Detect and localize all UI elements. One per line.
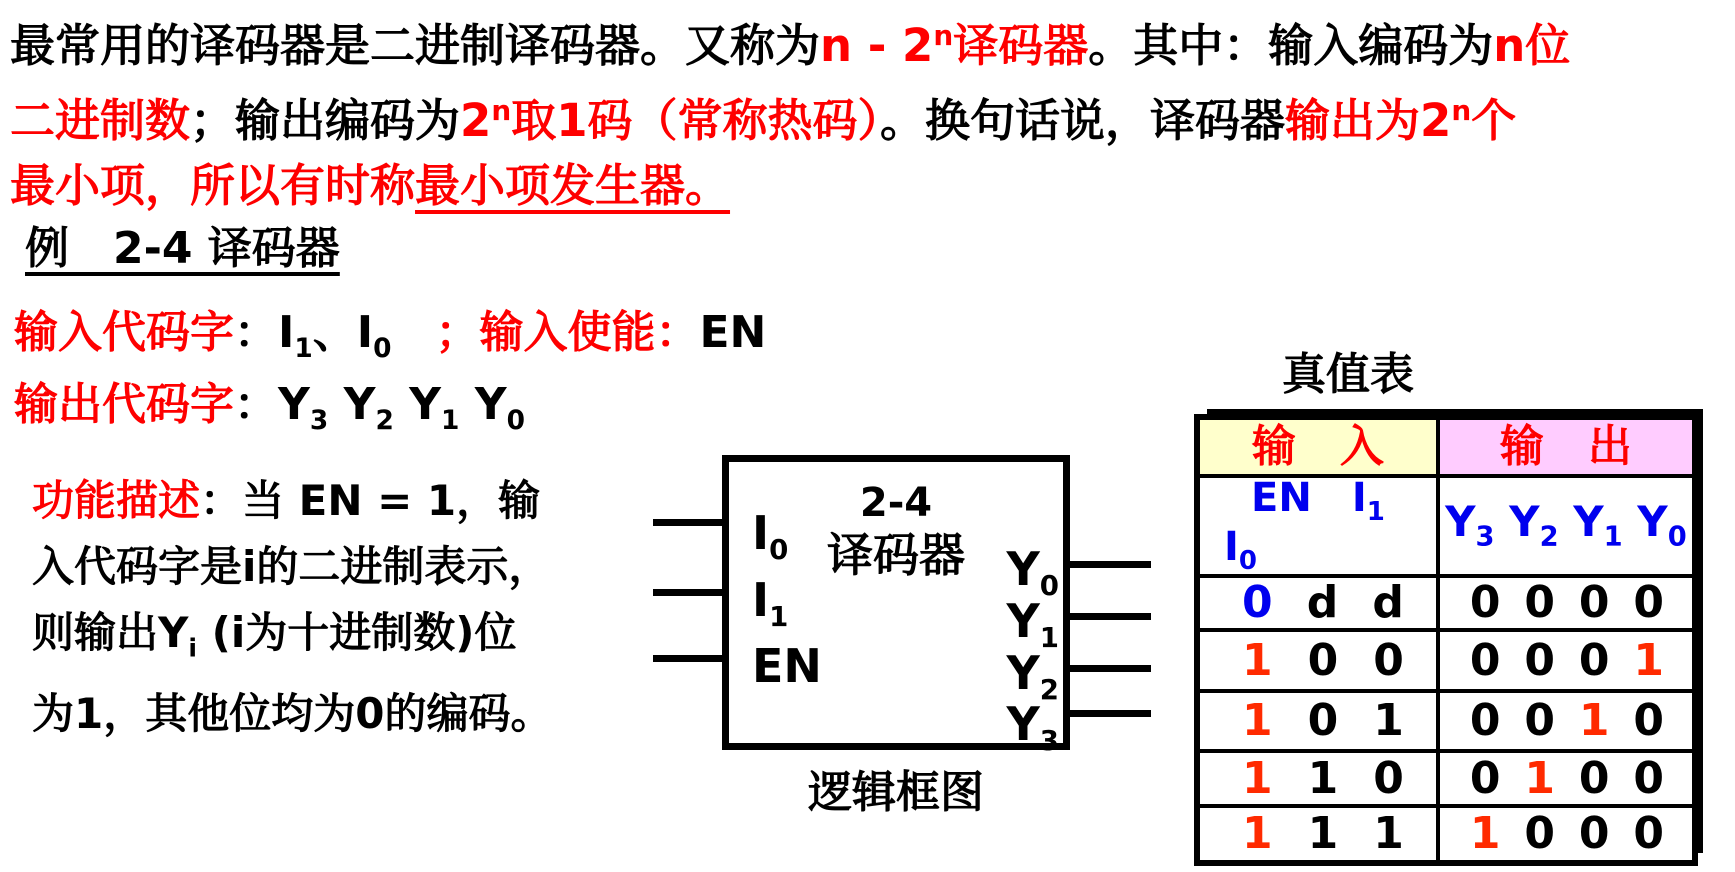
text-segment: ；输出编码为 — [190, 94, 461, 147]
text-segment: 输入使能 — [479, 307, 656, 358]
truth-values — [1200, 808, 1436, 860]
text-segment: 最常用的译码器是二进制译码器。又称为 — [10, 19, 821, 72]
truth-value: 1 — [1242, 634, 1273, 686]
truth-value: 0 — [1524, 808, 1555, 859]
text-segment: 输入代码字 — [14, 307, 234, 358]
decoder-title-line2: 译码器 — [827, 528, 965, 582]
text-segment: n — [491, 94, 512, 127]
text-segment: 例 2-4 译码器 — [25, 223, 340, 274]
truth-table-header-row — [1197, 417, 1695, 476]
text-segment: n - 2 — [820, 19, 934, 72]
truth-table-row — [1197, 576, 1695, 630]
truth-value: 0 — [1469, 634, 1501, 686]
truth-value: 0 — [1469, 752, 1501, 804]
text-segment: I — [356, 307, 374, 358]
input-label-i0: $I_0$ — [752, 506, 789, 567]
text-segment: 。换句话说，译码器 — [880, 94, 1286, 147]
output-signals-cell — [1438, 476, 1695, 576]
text-segment: I — [1224, 524, 1239, 570]
truth-value: 0 — [1373, 752, 1404, 804]
truth-value: 0 — [1633, 695, 1664, 746]
truth-value: 0 — [1373, 634, 1404, 686]
decoder-block — [722, 455, 1070, 758]
output-wire-y2 — [1063, 665, 1151, 672]
text-segment: Y — [1445, 497, 1476, 547]
truth-value: 1 — [1373, 808, 1404, 859]
text-segment: 最小项发生器。 — [415, 159, 731, 212]
text-segment: EN — [1251, 475, 1312, 521]
truth-table — [1194, 414, 1698, 866]
text-segment: ： — [234, 379, 278, 430]
input-wire-en — [653, 655, 723, 662]
text-segment: 1 — [1366, 497, 1385, 527]
truth-values — [1200, 753, 1436, 804]
truth-value: 1 — [1242, 808, 1273, 859]
text-segment — [1312, 475, 1352, 521]
input-signals-line2 — [1200, 524, 1436, 576]
text-segment: 0 — [1667, 521, 1687, 553]
text-segment: 2 — [1539, 521, 1559, 553]
truth-values — [1200, 632, 1436, 689]
truth-value: d — [1372, 577, 1404, 628]
input-header-cell: 输 入 — [1197, 417, 1438, 476]
truth-table-cell-in — [1197, 751, 1438, 806]
truth-value: 0 — [1633, 808, 1664, 859]
text-segment: I — [278, 307, 295, 358]
decoder-title-line1: 2-4 — [859, 480, 933, 526]
text-segment: I — [1351, 475, 1367, 521]
text-segment: n — [933, 19, 954, 52]
input-wire-i1 — [653, 589, 723, 596]
truth-table-signal-row — [1197, 476, 1695, 576]
text-segment: 0 — [1238, 546, 1257, 576]
description-line-3 — [32, 600, 552, 681]
intro-line-2 — [10, 78, 1570, 153]
input-label-en: EN — [752, 639, 822, 693]
text-segment: n位 — [1493, 19, 1571, 72]
truth-value: 0 — [1524, 577, 1555, 628]
truth-value: 1 — [1242, 752, 1273, 804]
output-label-y3: $Y_3$ — [1006, 697, 1059, 758]
truth-value: 1 — [1373, 695, 1404, 746]
truth-value: 1 — [1633, 634, 1664, 686]
truth-table-cell-in — [1197, 691, 1438, 751]
text-segment: 。其中：输入编码为 — [1088, 19, 1494, 72]
text-segment: 1 — [441, 404, 460, 436]
truth-value: 0 — [1307, 634, 1339, 686]
truth-table-row — [1197, 806, 1695, 863]
output-wire-y3 — [1063, 710, 1151, 717]
output-label-y1: $Y_1$ — [1006, 594, 1059, 655]
truth-values — [1440, 578, 1692, 628]
truth-values — [1440, 632, 1692, 689]
truth-value: 0 — [1578, 634, 1610, 686]
intro-line-3 — [10, 153, 1570, 218]
truth-table-cell-in — [1197, 806, 1438, 863]
truth-value: 1 — [1307, 808, 1339, 859]
text-segment: i — [188, 633, 198, 663]
truth-value: 1 — [1242, 695, 1273, 746]
output-label-y0: $Y_0$ — [1006, 542, 1059, 603]
truth-table-row — [1197, 751, 1695, 806]
input-wire-i0 — [653, 519, 723, 526]
text-segment: 3 — [1475, 521, 1495, 553]
truth-table-cell-in — [1197, 576, 1438, 630]
truth-value: 0 — [1633, 752, 1664, 804]
output-codeword-line — [14, 368, 525, 436]
truth-table-cell-in — [1197, 630, 1438, 691]
truth-value: 0 — [1469, 577, 1501, 628]
truth-value: 0 — [1578, 752, 1610, 804]
truth-value: 1 — [1469, 808, 1501, 859]
text-segment: 0 — [506, 404, 525, 436]
truth-value: 0 — [1524, 634, 1555, 686]
text-segment: 入代码字是i的二进制表示， — [32, 542, 551, 591]
diagram-caption: 逻辑框图 — [808, 767, 984, 818]
text-segment: 最小项，所以有时称 — [10, 159, 416, 212]
truth-value: 0 — [1307, 695, 1339, 746]
text-segment: n — [1451, 94, 1472, 127]
truth-value: 0 — [1469, 695, 1501, 746]
text-segment: ； — [391, 307, 480, 358]
description-line-4 — [32, 681, 552, 747]
truth-table-cell-out — [1438, 751, 1695, 806]
truth-table-body — [1197, 576, 1695, 863]
truth-table-cell-out — [1438, 576, 1695, 630]
input-label-i1: $I_1$ — [752, 573, 789, 634]
text-segment: 取1码（常称热码） — [511, 94, 881, 147]
text-segment: 译码器 — [953, 19, 1089, 72]
input-codeword-line — [14, 296, 766, 364]
truth-value: 0 — [1633, 577, 1664, 628]
truth-values — [1440, 753, 1692, 804]
text-segment: 个 — [1471, 94, 1517, 147]
output-header-cell: 输 出 — [1438, 417, 1695, 476]
description-line-1 — [32, 468, 552, 534]
text-segment: 2 — [460, 94, 492, 147]
truth-values — [1440, 693, 1692, 749]
text-segment: 0 — [373, 332, 392, 364]
text-segment: Y — [1622, 497, 1668, 547]
truth-value: 0 — [1242, 577, 1273, 628]
text-segment: 则输出Y — [32, 608, 189, 657]
description-line-2 — [32, 534, 552, 600]
text-segment: ： — [655, 307, 700, 358]
truth-table-cell-out — [1438, 691, 1695, 751]
output-label-y2: $Y_2$ — [1006, 646, 1059, 707]
text-segment: 输出为2 — [1285, 94, 1452, 147]
example-heading — [25, 212, 340, 276]
input-signals-cell — [1197, 476, 1438, 576]
input-signals-line1 — [1200, 475, 1436, 527]
truth-table-cell-out — [1438, 806, 1695, 863]
text-segment: 为1，其他位均为0的编码。 — [32, 689, 553, 739]
text-segment: Y — [393, 379, 441, 430]
text-segment: 二进制数 — [10, 94, 191, 147]
text-segment: 2 — [375, 404, 394, 436]
truth-value: 1 — [1307, 752, 1339, 804]
function-description — [32, 468, 552, 747]
truth-table-cell-out — [1438, 630, 1695, 691]
truth-value: 0 — [1578, 808, 1610, 859]
text-segment: Y — [459, 379, 507, 430]
output-wire-y0 — [1063, 561, 1151, 568]
text-segment: (i为十进制数)位 — [197, 608, 517, 657]
truth-table-row — [1197, 691, 1695, 751]
text-segment: 1 — [1603, 521, 1623, 553]
truth-values — [1200, 578, 1436, 628]
text-segment: Y — [328, 379, 376, 430]
intro-line-1 — [10, 3, 1570, 78]
text-segment: Y — [1558, 497, 1604, 547]
text-segment: 输出代码字 — [14, 379, 234, 430]
truth-table-title: 真值表 — [1282, 349, 1414, 400]
text-segment: ： — [234, 307, 278, 358]
truth-table-row — [1197, 630, 1695, 691]
truth-values — [1200, 693, 1436, 749]
intro-paragraph — [10, 3, 1570, 218]
text-segment: 功能描述 — [32, 476, 201, 525]
truth-value: 0 — [1578, 577, 1610, 628]
text-segment: EN — [699, 307, 767, 358]
truth-value: 1 — [1524, 752, 1555, 804]
text-segment: ：当 EN = 1，输 — [200, 476, 541, 525]
text-segment: 、 — [312, 307, 357, 358]
truth-value: d — [1306, 577, 1339, 628]
text-segment: 1 — [294, 332, 313, 364]
text-segment: Y — [278, 379, 310, 430]
truth-value: 0 — [1524, 695, 1555, 746]
truth-value: 1 — [1578, 695, 1610, 746]
text-segment: 3 — [309, 404, 329, 436]
output-wire-y1 — [1063, 613, 1151, 620]
text-segment: Y — [1494, 497, 1540, 547]
truth-values — [1440, 808, 1692, 860]
